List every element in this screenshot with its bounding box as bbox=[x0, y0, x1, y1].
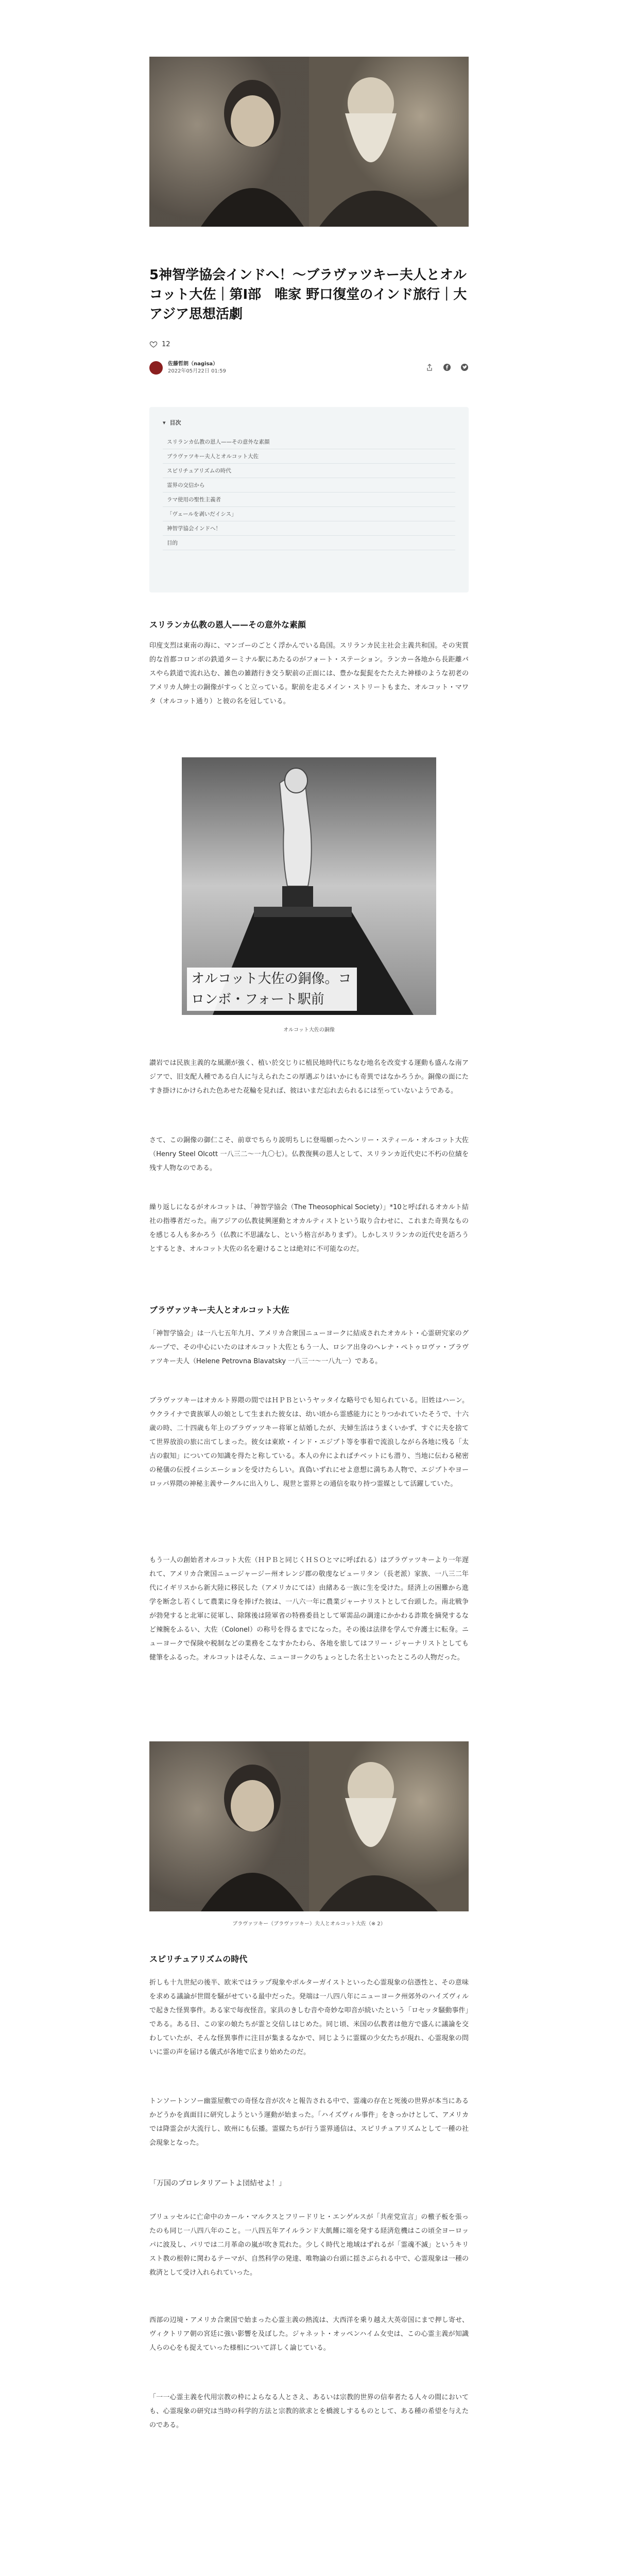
section-heading: ブラヴァツキー夫人とオルコット大佐 bbox=[149, 1305, 289, 1315]
heart-icon bbox=[149, 340, 158, 348]
paragraph: 折しも十九世紀の後半、欧米ではラップ現象やポルターガイストといった心霊現象の信憑性と、その意味を求める議論が世間を騒がせている最中だった。発端は一八四八年にニューヨーク州郊外のハイズヴィルで起きた怪異事件。ある家で毎夜怪音。家具のきしむ音や奇妙な叩音が続いたという「ロセッタ騒動事件」である。ある日、この家の娘たちが霊と交信しはじめた。同じ頃、米国の仏教者は他方で盛んに議論を交わしていたが、そんな怪異事件に注目が集まるなかで、同じように霊媒の少女たちが現れ、心霊現象の問いに霊の声を届ける儀式が各地で広まり始めたのだ。 bbox=[149, 1979, 469, 2056]
quote-line: 「万国のプロレタリアートよ団結せよ！」 bbox=[149, 2179, 286, 2188]
toc-item[interactable]: ブラヴァツキー夫人とオルコット大佐 bbox=[163, 449, 455, 464]
toc-item[interactable]: スリランカ仏教の恩人——その意外な素顔 bbox=[163, 435, 455, 449]
hero-photo-sepia bbox=[149, 57, 469, 227]
toc-item[interactable]: 「ヴェールを剥いだイシス」 bbox=[163, 507, 455, 521]
toc-item[interactable]: スピリチュアリズムの時代 bbox=[163, 464, 455, 478]
statue-photo bbox=[182, 757, 436, 1015]
author-info[interactable] bbox=[149, 361, 226, 375]
toc-item[interactable]: 霊界の交信から bbox=[163, 478, 455, 493]
paragraph: ブリュッセルに亡命中のカール・マルクスとフリードリヒ・エンゲルスが「共産党宣言」の檄子板を張ったのも同じ一八四八年のこと。一八四五年アイルランド大飢饉に端を発する経済危機はこの頃全ヨーロッパに波及し、パリでは二月革命の嵐が吹き荒れた。少しく時代と地域はずれるが「霊魂不滅」というキリスト教の根幹に関わるテーマが、自然科学の発達、唯物論の台頭に揺さぶられる中で、心霊現象は一種の救済として受け入れられていった。 bbox=[149, 2213, 469, 2277]
author-name[interactable]: 佐藤哲朗（nagisa） bbox=[168, 361, 218, 367]
article-title: 5神智学協会インドへ！〜ブラヴァツキー夫人とオルコット大佐｜第Ⅰ部 唯家 野口復堂のインド旅行｜大アジア思想活劇 bbox=[149, 267, 467, 322]
section-heading: スピリチュアリズムの時代 bbox=[149, 1954, 248, 1964]
toc-heading: 目次 bbox=[169, 419, 181, 426]
figure-caption: ブラヴァツキー（ブラヴァツキー）夫人とオルコット大佐（※ 2） bbox=[232, 1921, 386, 1927]
share-buttons bbox=[425, 363, 469, 371]
paragraph: さて、この銅像の御仁こそ、前章でちらり説明ちしに登場願ったヘンリー・スティール・オルコット大佐（Henry Steel Olcott 一八三二〜一九〇七）。仏教復興の恩人として、スリランカ近代史に不朽の位績を残す人物なのである。 bbox=[149, 1137, 469, 1172]
paragraph: 「神智学協会」は一八七五年九月、アメリカ合衆国ニューヨークに結成されたオカルト・心霊研究家のグループで、その中心にいたのはオルコット大佐ともう一人、ロシア出身のヘレナ・ペトゥロヴァ・ブラヴァツキー夫人（Helene Petrovna Blavatsky 一八三一〜一八九一）である。 bbox=[149, 1330, 469, 1365]
toc-item[interactable]: ラマ使用の聖性主義者 bbox=[163, 493, 455, 507]
chevron-down-icon: ▾ bbox=[163, 419, 166, 426]
paragraph: 西部の辺境・アメリカ合衆国で始まった心霊主義の熱流は、大西洋を乗り越え大英帝国にまで押し寄せ、ヴィクトリア朝の宮廷に強い影響を及ぼした。ジャネット・オッペンハイム女史は、この心霊主義が知識人らの心をも捉えていった様相について詳しく論じている。 bbox=[149, 2316, 469, 2352]
hero-image bbox=[149, 57, 469, 227]
paragraph: もう一人の創始者オルコット大佐（ＨＰＢと同じくＨＳＯとマに呼ばれる）はブラヴァツキーより一年遅れて、アメリカ合衆国ニュージャージー州オレンジ郡の敬虔なピューリタン（長老派）家族、一八三二年代にイギリスから新大陸に移民した（アメリカにては）由緒ある一族に生を受けた。経済上の困難から進学を断念し若くして農業に身を捧げた彼は、一八六一年に農業ジャーナリストとして台頭した。南北戦争が勃発すると北軍に従軍し、除隊後は陸軍省の特務委員として軍需品の調達にかかわる詐欺を摘発するなど辣腕をふるい、大佐（Colonel）の称号を得るまでになった。その後は法律を学んで弁護士に転身。ニューヨークで保険や税制などの業務をこなすかたわら、各地を旅してはフリー・ジャーナリストとしても健筆をふるった。オルコットはそんな、ニューヨークのちょっとした名士といったところの人物だった。 bbox=[149, 1556, 469, 1662]
figure-caption: オルコット大佐の銅像 bbox=[283, 1027, 335, 1033]
twitter-icon[interactable] bbox=[460, 363, 469, 371]
paragraph: 「一一心霊主義を代用宗教の枠によらなる人とさえ、あるいは宗教的世界の信奉者たる人々の間においても、心霊現象の研究は当時の科学的方法と宗教的欲求とを橋渡しするものとして、ある種の希望を与えたのである。 bbox=[149, 2394, 469, 2429]
section-heading: スリランカ仏教の恩人——その意外な素顔 bbox=[149, 620, 306, 630]
toc-item[interactable]: 目的 bbox=[163, 536, 455, 550]
article-meta bbox=[149, 340, 469, 381]
like-count: 12 bbox=[162, 340, 170, 348]
table-of-contents bbox=[149, 407, 469, 592]
author-text bbox=[168, 361, 226, 375]
share-icon[interactable] bbox=[425, 363, 434, 371]
paragraph: 繰り返しになるがオルコットは、「神智学協会（The Theosophical Society）」*10と呼ばれるオカルト結社の指導者だった。南アジアの仏教徒興運動とオカルティストという取り合わせに、これまた奇異なものを感じる人も多かろう（仏教に不思議なし、という格言がありまず）。しかしスリランカの近代史を語ろうとするとき、オルコット大佐の名を避けることは絶対に不可能なのだ。 bbox=[149, 1204, 469, 1253]
toc-item[interactable]: 神智学協会インドへ！ bbox=[163, 521, 455, 536]
figure-overlay-caption: オルコット大佐の銅像。コロンボ・フォート駅前 bbox=[187, 968, 357, 1011]
paragraph: 讃岩では民族主義的な風潮が強く、植い於交じりに植民地時代にちなむ地名を改変する運動も盛んな南アジアで、旧支配人種である白人に与えられたこの厚遇ぶりはいかにも奇異ではなかろうか。銅像の面にたすき掛けにかけられた色あせた花輪を見れば、彼はいまだ忘れ去られるには至っていないようである。 bbox=[149, 1059, 469, 1095]
facebook-icon[interactable] bbox=[443, 363, 451, 371]
like-button[interactable] bbox=[149, 340, 170, 348]
portrait-photo bbox=[149, 1741, 469, 1911]
paragraph: 印度支烈は東南の海に、マンゴーのごとく浮かんでいる島国。スリランカ民主社会主義共和国。その実質的な首都コロンボの鉄道ターミナル駅にあたるのがフォート・ステーション。ランカー各地から長距離バスやら鉄道で流れ込む、雑色の雑踏行き交う駅前の正面には、豊かな髭髭をたたえた神様のような初老のアメリカ人紳士の銅像がすっくと立っている。駅前を走るメイン・ストリートもまた、オルコット・マワタ（オルコット通り）と彼の名を冠している。 bbox=[149, 642, 469, 705]
toc-toggle[interactable] bbox=[163, 418, 455, 427]
paragraph: トンソートンソー幽霊屋敷での奇怪な音が次々と報告される中で、霊魂の存在と死後の世界が本当にあるかどうかを真面目に研究しようという運動が始まった。「ハイズヴィル事件」をきっかけとして、アメリカでは降霊会が大流行し、欧州にも伝播。霊媒たちが行う霊界通信は、スピリチュアリズムとして一種の社会現象となった。 bbox=[149, 2097, 469, 2147]
paragraph: ブラヴァツキーはオカルト界隈の間ではＨＰＢというヤッタイな略号でも知られている。旧姓はハーン。ウクライナで貴族軍人の娘として生まれた彼女は、幼い頃から霊感能力にとりつかれていたそうで、十六歳の時、二十四歳も年上のブラヴァツキー将軍と結婚したが、夫婦生活はうまくいかず、すぐに夫を捨てて世界放浪の旅に出てしまった。彼女は東欧・インド・エジプト等を事着で流浪しながら各地に残る「太古の叡知」についての知識を得たと称している。本人の弁によればチベットにも潜り、当地に伝わる秘密の秘儀の伝授イニシエーションを受けたらしい。真偽いずれにせよ意想に満ちあ人物で、エジプトやヨーロッパ界隈の神秘主義サークルに出入りし、現世と霊界との通信を取り持つ霊媒として活躍していた。 bbox=[149, 1397, 469, 1488]
avatar[interactable] bbox=[149, 361, 163, 375]
portrait-image bbox=[149, 1741, 469, 1911]
publish-date: 2022年05月22日 01:59 bbox=[168, 368, 226, 374]
